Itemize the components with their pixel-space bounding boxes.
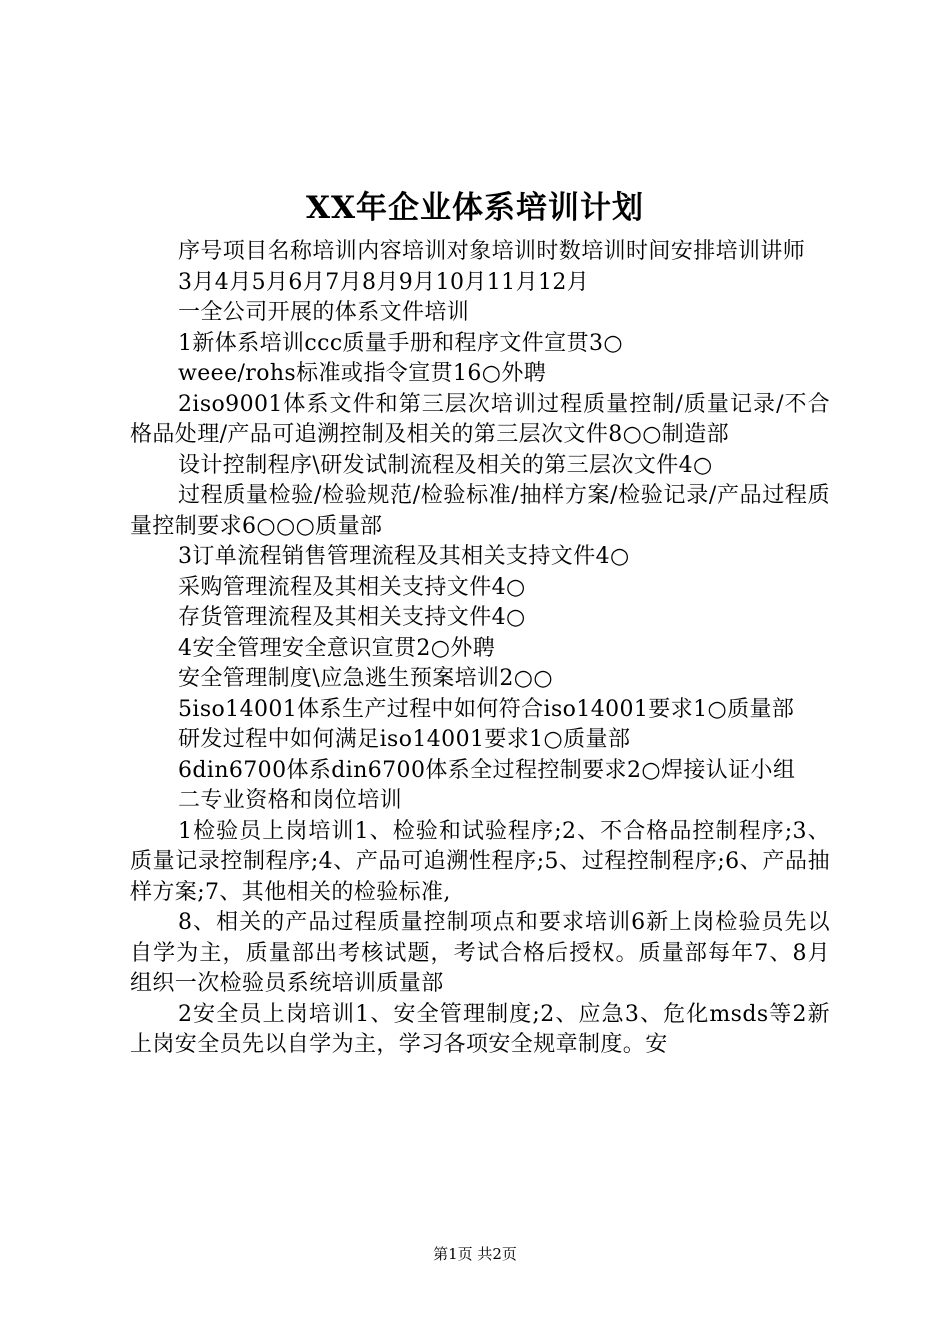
paragraph: 序号项目名称培训内容培训对象培训时数培训时间安排培训讲师 [178,239,806,264]
paragraph: 存货管理流程及其相关支持文件4○ [178,605,526,630]
paragraph: 二专业资格和岗位培训 [178,788,403,813]
paragraph: 采购管理流程及其相关支持文件4○ [178,574,526,600]
paragraph: 2iso9001体系文件和第三层次培训过程质量控制/质量记录/不合格品处理/产品可追溯控制及相关的第三层次文件8○○制造部 [130,391,830,447]
paragraph: 8、相关的产品过程质量控制项点和要求培训6新上岗检验员先以自学为主，质量部出考核试题，考试合格后授权。质量部每年7、8月组织一次检验员系统培训质量部 [130,910,830,996]
paragraph: 一全公司开展的体系文件培训 [178,300,470,325]
paragraph: 设计控制程序\研发试制流程及相关的第三层次文件4○ [178,452,713,478]
paragraph: 6din6700体系din6700体系全过程控制要求2○焊接认证小组 [178,757,796,783]
paragraph: 3订单流程销售管理流程及其相关支持文件4○ [178,544,630,569]
paragraph: 1新体系培训ccc质量手册和程序文件宣贯3○ [178,330,623,356]
paragraph: 4安全管理安全意识宣贯2○外聘 [178,635,496,661]
paragraph: 1检验员上岗培训1、检验和试验程序;2、不合格品控制程序;3、质量记录控制程序;4、产品可追溯性程序;5、过程控制程序;6、产品抽样方案;7、其他相关的检验标准, [130,818,830,905]
document-title: XX年企业体系培训计划 [305,190,645,226]
document-body [130,237,830,1061]
paragraph: weee/rohs标准或指令宣贯16○外聘 [178,361,547,386]
paragraph: 5iso14001体系生产过程中如何符合iso14001要求1○质量部 [178,696,795,722]
paragraph: 安全管理制度\应急逃生预案培训2○○ [178,666,554,691]
paragraph: 研发过程中如何满足iso14001要求1○质量部 [178,727,631,752]
paragraph: 3月4月5月6月7月8月9月10月11月12月 [178,269,590,295]
page-number-footer: 第1页 共2页 [433,1245,517,1263]
paragraph: 过程质量检验/检验规范/检验标准/抽样方案/检验记录/产品过程质量控制要求6○○○质量部 [130,483,830,539]
paragraph: 2安全员上岗培训1、安全管理制度;2、应急3、危化msds等2新上岗安全员先以自学为主，学习各项安全规章制度。安 [130,1001,830,1057]
